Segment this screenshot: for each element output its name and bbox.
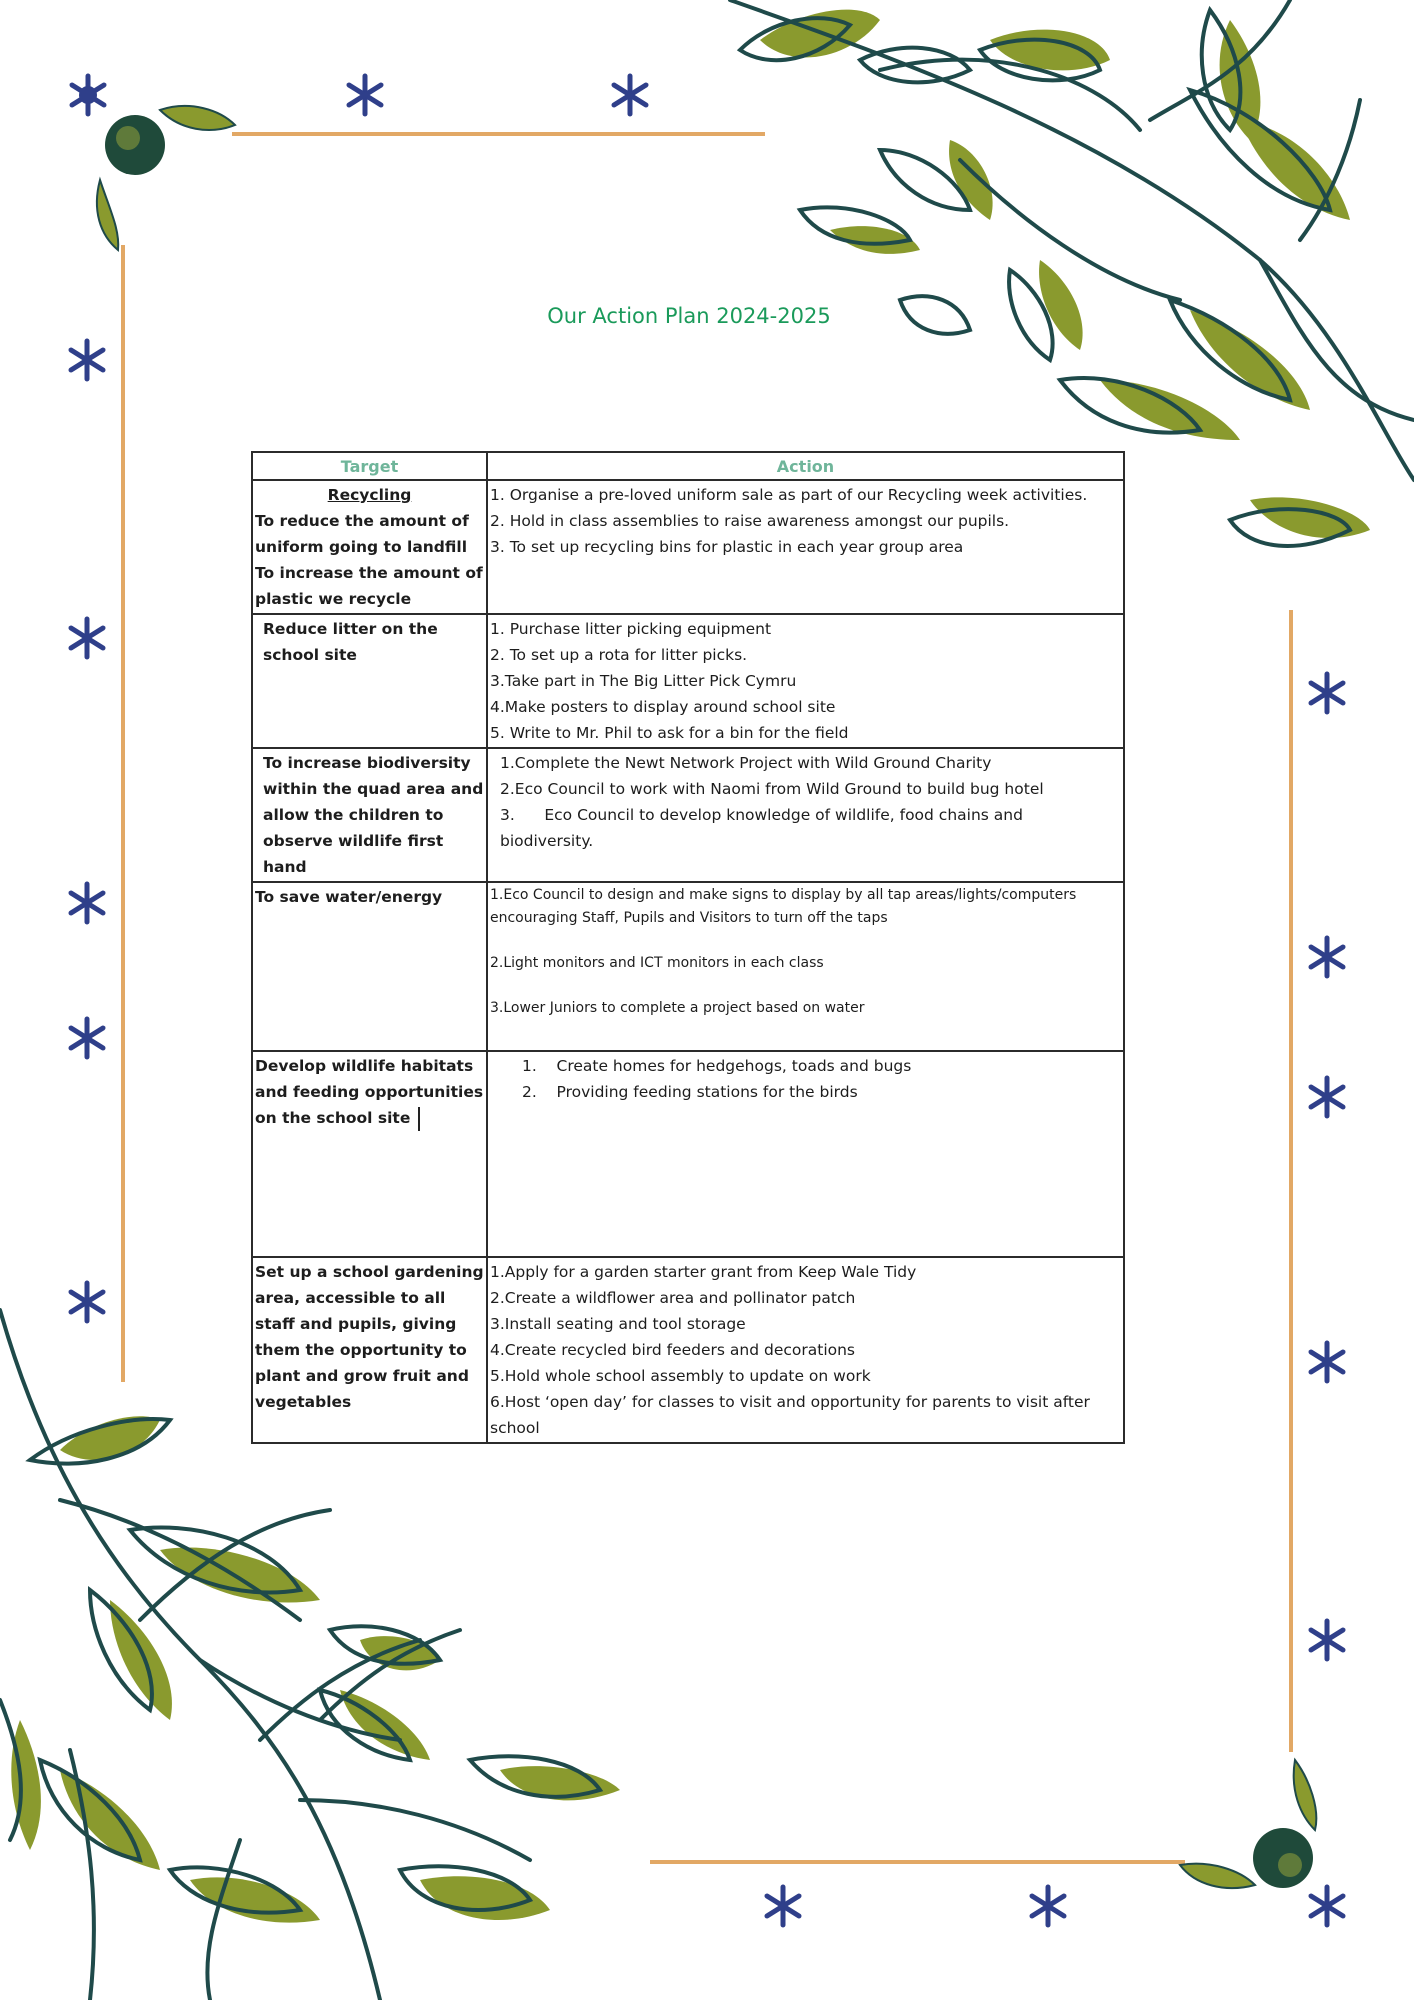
action-item: 4.Create recycled bird feeders and decorations xyxy=(490,1341,856,1359)
action-item: 6.Host ‘open day’ for classes to visit and opportunity for parents to visit after school xyxy=(490,1393,1090,1437)
target-cell xyxy=(252,1051,487,1257)
table-row xyxy=(252,882,1124,1051)
action-item: 5. Write to Mr. Phil to ask for a bin for the field xyxy=(490,724,849,742)
action-item: 2. Hold in class assemblies to raise awareness amongst our pupils. xyxy=(490,512,1010,530)
action-item: 3.Take part in The Big Litter Pick Cymru xyxy=(490,672,797,690)
action-item: 2. Providing feeding stations for the birds xyxy=(522,1083,858,1101)
target-cell xyxy=(252,882,487,1051)
target-line: To increase the amount of plastic we recycle xyxy=(255,564,483,608)
spacer xyxy=(490,930,1121,952)
action-item: 2.Create a wildflower area and pollinator patch xyxy=(490,1289,856,1307)
spacer xyxy=(490,975,1121,997)
action-item: 4.Make posters to display around school site xyxy=(490,698,836,716)
text-cursor xyxy=(418,1107,420,1131)
action-item: 3. Eco Council to develop knowledge of wildlife, food chains and biodiversity. xyxy=(500,806,1028,850)
action-item: 1.Eco Council to design and make signs to display by all tap areas/lights/computers encouraging Staff, Pupils and Visitors to turn off the taps xyxy=(490,887,1077,926)
action-item: 1. Create homes for hedgehogs, toads and bugs xyxy=(522,1057,912,1075)
action-cell xyxy=(487,882,1124,1051)
action-item: 2.Light monitors and ICT monitors in each class xyxy=(490,955,824,971)
page-title: Our Action Plan 2024-2025 xyxy=(547,304,831,328)
action-item: 2.Eco Council to work with Naomi from Wild Ground to build bug hotel xyxy=(500,780,1044,798)
action-item: 3. To set up recycling bins for plastic in each year group area xyxy=(490,538,964,556)
action-item: 1.Complete the Newt Network Project with Wild Ground Charity xyxy=(500,754,992,772)
target-text: Set up a school gardening area, accessible to all staff and pupils, giving them the opportunity to plant and grow fruit and vegetables xyxy=(255,1263,484,1411)
header-target: Target xyxy=(252,452,487,480)
action-cell xyxy=(487,1257,1124,1443)
target-text: Reduce litter on the school site xyxy=(263,620,438,664)
action-item: 1.Apply for a garden starter grant from Keep Wale Tidy xyxy=(490,1263,917,1281)
target-cell xyxy=(252,1257,487,1443)
table-row xyxy=(252,1257,1124,1443)
table-row xyxy=(252,614,1124,748)
action-item: 2. To set up a rota for litter picks. xyxy=(490,646,748,664)
target-text: Develop wildlife habitats and feeding opportunities on the school site xyxy=(255,1057,484,1127)
action-cell xyxy=(487,748,1124,882)
action-item: 1. Purchase litter picking equipment xyxy=(490,620,772,638)
table-header-row xyxy=(252,452,1124,480)
flower-bud-top-left xyxy=(97,106,235,250)
header-action: Action xyxy=(487,452,1124,480)
target-text: To save water/energy xyxy=(255,888,443,906)
action-cell xyxy=(487,480,1124,614)
target-cell xyxy=(252,480,487,614)
action-item: 1. Organise a pre-loved uniform sale as part of our Recycling week activities. xyxy=(490,486,1088,504)
table-row xyxy=(252,480,1124,614)
action-item: 3.Lower Juniors to complete a project based on water xyxy=(490,1000,865,1016)
action-item: 3.Install seating and tool storage xyxy=(490,1315,746,1333)
action-item: 5.Hold whole school assembly to update on work xyxy=(490,1367,871,1385)
action-cell xyxy=(487,614,1124,748)
action-plan-table xyxy=(251,451,1125,1444)
target-cell xyxy=(252,748,487,882)
table-row xyxy=(252,748,1124,882)
target-line: To reduce the amount of uniform going to landfill xyxy=(255,512,469,556)
target-text: To increase biodiversity within the quad area and allow the children to observe wildlife first hand xyxy=(263,754,484,876)
target-heading: Recycling xyxy=(327,486,412,504)
flower-bud-bottom-right xyxy=(1180,1760,1316,1888)
table-row xyxy=(252,1051,1124,1257)
target-cell xyxy=(252,614,487,748)
action-cell xyxy=(487,1051,1124,1257)
